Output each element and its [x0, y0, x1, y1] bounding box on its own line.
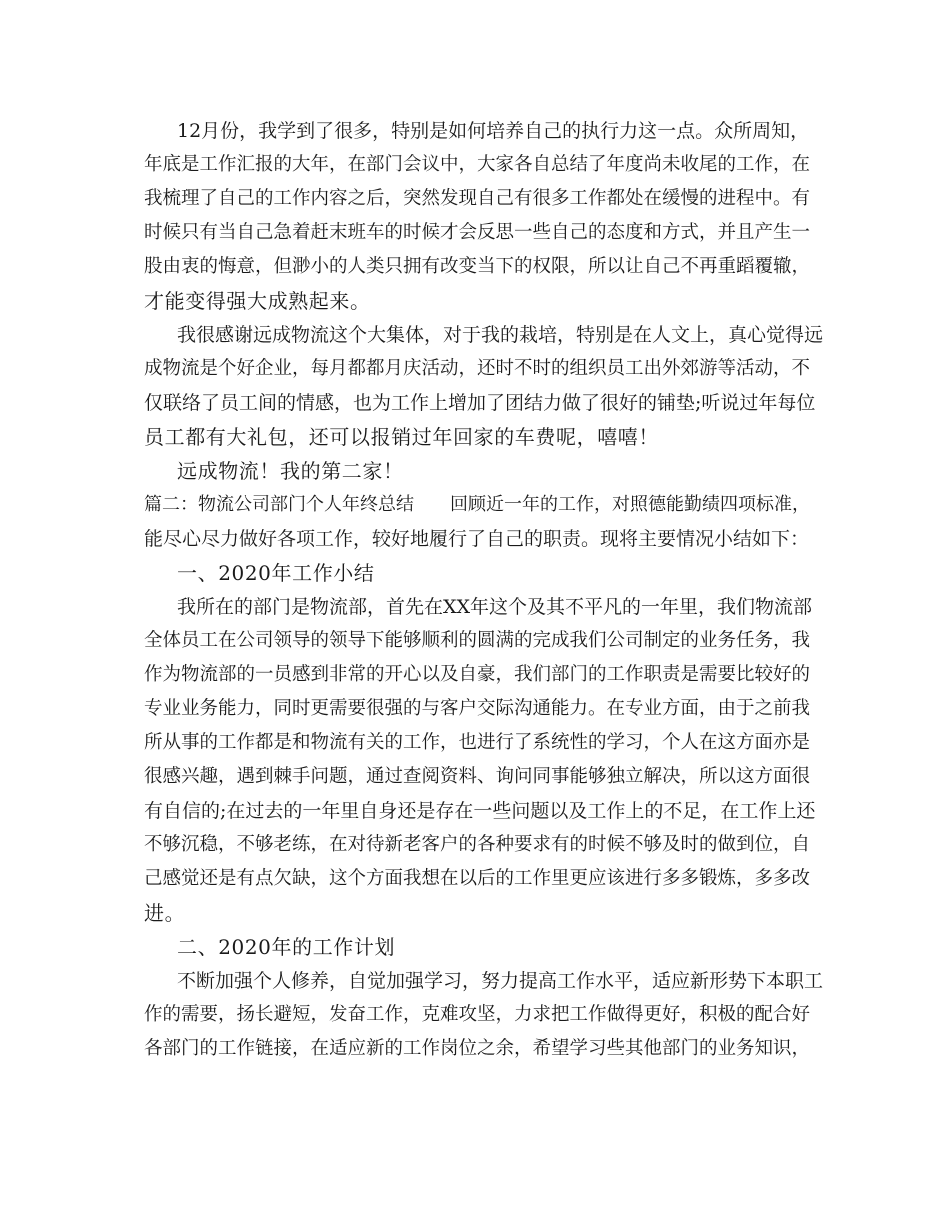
- paragraph-line: 很感兴趣，遇到棘手问题，通过查阅资料、询问同事能够独立解决，所以这方面很: [144, 766, 811, 787]
- paragraph-line: 不够沉稳，不够老练，在对待新老客户的各种要求有的时候不够及时的做到位，自: [144, 834, 811, 855]
- paragraph-line: 进。: [144, 901, 186, 925]
- paragraph-line: 能尽心尽力做好各项工作，较好地履行了自己的职责。现将主要情况小结如下：: [144, 528, 810, 550]
- paragraph-line: 不断加强个人修养，自觉加强学习，努力提高工作水平，适应新形势下本职工: [177, 970, 824, 992]
- paragraph-line: 年底是工作汇报的大年，在部门会议中，大家各自总结了年度尚未收尾的工作，在: [144, 154, 811, 175]
- paragraph-line: 我所在的部门是物流部，首先在XX年这个及其不平凡的一年里，我们物流部: [177, 596, 813, 618]
- paragraph-line: 专业业务能力，同时更需要很强的与客户交际沟通能力。在专业方面，由于之前我: [144, 698, 811, 719]
- paragraph-line: 有自信的;在过去的一年里自身还是存在一些问题以及工作上的不足，在工作上还: [144, 800, 816, 822]
- document-body: [144, 114, 824, 1066]
- paragraph-line: 我很感谢远成物流这个大集体，对于我的栽培，特别是在人文上，真心觉得远: [177, 324, 824, 346]
- paragraph-line: 12月份，我学到了很多，特别是如何培养自己的执行力这一点。众所周知，: [177, 120, 810, 142]
- paragraph-line: 远成物流！我的第二家！: [177, 459, 404, 483]
- paragraph-line: 成物流是个好企业，每月都都月庆活动，还时不时的组织员工出外郊游等活动，不: [144, 358, 811, 379]
- section-subheading: 一、2020年工作小结: [177, 561, 375, 585]
- paragraph-line: 仅联络了员工间的情感，也为工作上增加了团结力做了很好的铺垫;听说过年每位: [144, 392, 816, 414]
- paragraph-line: 全体员工在公司领导的领导下能够顺利的圆满的完成我们公司制定的业务任务，我: [144, 630, 811, 651]
- paragraph-line: 时候只有当自己急着赶末班车的时候才会反思一些自己的态度和方式，并且产生一: [144, 222, 811, 243]
- section-subheading: 二、2020年的工作计划: [177, 935, 396, 959]
- paragraph-line: 股由衷的悔意，但渺小的人类只拥有改变当下的权限，所以让自己不再重蹈覆辙，: [144, 256, 811, 277]
- paragraph-line: 所从事的工作都是和物流有关的工作，也进行了系统性的学习，个人在这方面亦是: [144, 732, 811, 753]
- paragraph-line: 员工都有大礼包，还可以报销过年回家的车费呢，嘻嘻！: [144, 425, 659, 449]
- paragraph-line: 我梳理了自己的工作内容之后，突然发现自己有很多工作都处在缓慢的进程中。有: [144, 188, 811, 209]
- paragraph-line: 各部门的工作链接，在适应新的工作岗位之余，希望学习些其他部门的业务知识，: [144, 1038, 811, 1059]
- paragraph-line: 作的需要，扬长避短，发奋工作，克难攻坚，力求把工作做得更好，积极的配合好: [144, 1004, 811, 1025]
- paragraph-line: 才能变得强大成熟起来。: [144, 289, 371, 313]
- paragraph-line: 作为物流部的一员感到非常的开心以及自豪，我们部门的工作职责是需要比较好的: [144, 664, 811, 685]
- paragraph-line: 己感觉还是有点欠缺，这个方面我想在以后的工作里更应该进行多多锻炼，多多改: [144, 868, 811, 889]
- section-heading-line: 篇二：物流公司部门个人年终总结 回顾近一年的工作，对照德能勤绩四项标准，: [144, 494, 810, 515]
